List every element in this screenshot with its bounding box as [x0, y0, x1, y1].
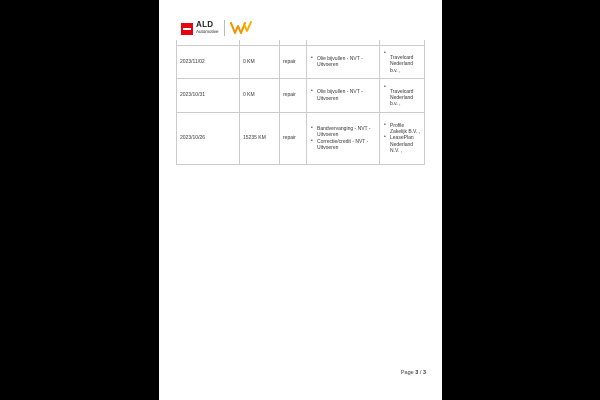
supplier-cell: [380, 46, 425, 79]
activities-cell: [307, 46, 380, 79]
page-label: Page: [400, 370, 414, 376]
table-row: [177, 46, 425, 79]
page-total: 3: [422, 370, 426, 376]
date-cell: 2023/11/02: [177, 46, 240, 79]
document-page: [159, 0, 442, 400]
page-current: 3: [415, 370, 419, 376]
supplier-item: • Profile Zakelijk B.V. ,: [383, 123, 421, 136]
leaseplan-logo-icon: [230, 21, 252, 35]
maintenance-records-table: [176, 40, 425, 165]
date-cell: 2023/10/26: [177, 113, 240, 165]
table-row: [177, 79, 425, 113]
ald-logo-subtitle: Automotive: [196, 29, 219, 34]
page-number: [401, 370, 426, 376]
header-logos: [181, 19, 252, 37]
supplier-item: • Travelcard Nederland b.v. ,: [383, 84, 421, 108]
activity-item: • Bandvervanging - NVT - Uitvoeren: [310, 126, 376, 139]
type-cell: repair: [280, 46, 307, 79]
page-separator: /: [419, 370, 422, 376]
mileage-cell: 0 KM: [240, 46, 280, 79]
activities-cell: [307, 79, 380, 113]
activity-item: • Correctie/credit - NVT - Uitvoeren: [310, 139, 376, 152]
supplier-cell: [380, 113, 425, 165]
type-cell: repair: [280, 113, 307, 165]
ald-automotive-logo: [181, 21, 219, 35]
table-row: [177, 113, 425, 165]
date-cell: 2023/10/31: [177, 79, 240, 113]
supplier-cell: [380, 79, 425, 113]
type-cell: repair: [280, 79, 307, 113]
logo-divider: [224, 20, 225, 36]
activity-item: • Olie bijvullen - NVT - Uitvoeren: [310, 56, 376, 69]
supplier-item: • LeasePlan Nederland N.V. ,: [383, 135, 421, 154]
activity-item: • Olie bijvullen - NVT - Uitvoeren: [310, 89, 376, 102]
activities-cell: [307, 113, 380, 165]
mileage-cell: 15235 KM: [240, 113, 280, 165]
mileage-cell: 0 KM: [240, 79, 280, 113]
ald-logo-name: ALD: [196, 20, 214, 29]
ald-logo-mark-icon: [181, 23, 193, 35]
supplier-item: • Travelcard Nederland b.v. ,: [383, 50, 421, 74]
